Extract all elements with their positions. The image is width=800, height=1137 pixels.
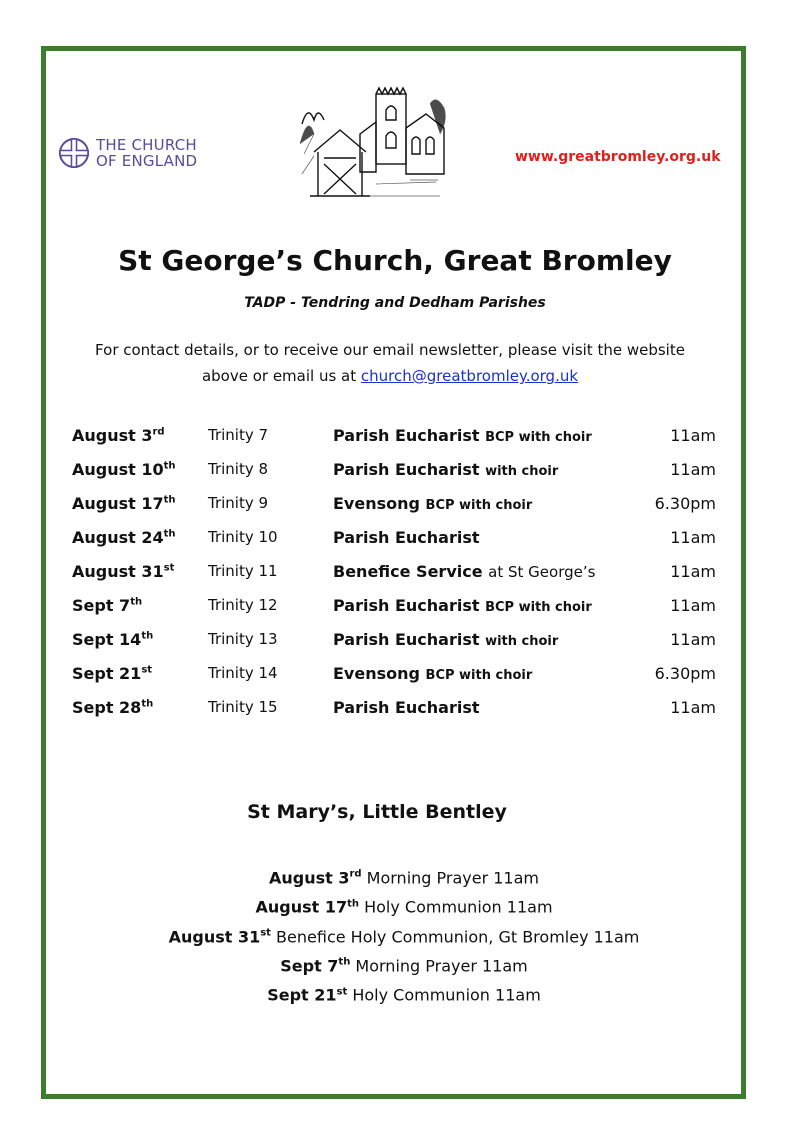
church-of-england-logo — [58, 137, 197, 169]
service-trinity: Trinity 10 — [208, 528, 278, 546]
service-time: 11am — [670, 630, 716, 649]
service-date: August 24th — [72, 528, 176, 547]
bentley-heading: St Mary’s, Little Bentley — [247, 801, 507, 823]
service-trinity: Trinity 12 — [208, 596, 278, 614]
logo-line-2: OF ENGLAND — [96, 152, 198, 170]
service-row — [72, 596, 722, 630]
service-date: Sept 28th — [72, 698, 154, 717]
list-item: Sept 7th Morning Prayer 11am — [280, 956, 528, 976]
service-time: 6.30pm — [654, 494, 716, 513]
service-row — [72, 460, 722, 494]
service-trinity: Trinity 14 — [208, 664, 278, 682]
service-trinity: Trinity 7 — [208, 426, 269, 444]
service-name: Parish Eucharist BCP with choir — [333, 596, 592, 615]
website-link[interactable]: www.greatbromley.org.uk — [515, 149, 721, 165]
service-trinity: Trinity 8 — [208, 460, 269, 478]
list-item: August 17th Holy Communion 11am — [255, 897, 553, 917]
church-illustration — [300, 84, 448, 208]
service-row — [72, 494, 722, 528]
service-row — [72, 698, 722, 732]
service-name: Parish Eucharist with choir — [333, 630, 559, 649]
list-item: August 31st Benefice Holy Communion, Gt Bromley 11am — [168, 926, 640, 946]
service-trinity: Trinity 15 — [208, 698, 278, 716]
service-time: 11am — [670, 460, 716, 479]
service-row — [72, 630, 722, 664]
service-name: Evensong BCP with choir — [333, 664, 533, 683]
service-row — [72, 562, 722, 596]
logo-line-1: THE CHURCH — [96, 136, 197, 154]
service-time: 11am — [670, 596, 716, 615]
bentley-service-list — [0, 862, 800, 1009]
list-item: August 3rd Morning Prayer 11am — [268, 868, 539, 888]
service-time: 11am — [670, 528, 716, 547]
service-date: August 31st — [72, 562, 175, 581]
service-row — [72, 426, 722, 460]
contact-line-1: For contact details, or to receive our email newsletter, please visit the website — [95, 341, 685, 359]
service-row — [72, 664, 722, 698]
service-date: August 10th — [72, 460, 176, 479]
service-date: Sept 21st — [72, 664, 153, 683]
service-name: Parish Eucharist with choir — [333, 460, 559, 479]
service-date: Sept 14th — [72, 630, 154, 649]
service-date: August 17th — [72, 494, 176, 513]
service-time: 11am — [670, 562, 716, 581]
service-trinity: Trinity 13 — [208, 630, 278, 648]
cross-icon — [58, 137, 90, 169]
contact-paragraph — [60, 337, 720, 389]
service-name: Parish Eucharist BCP with choir — [333, 426, 592, 445]
list-item: Sept 21st Holy Communion 11am — [267, 985, 541, 1005]
page-subtitle: TADP - Tendring and Dedham Parishes — [244, 295, 546, 311]
service-name: Parish Eucharist — [333, 698, 480, 717]
service-date: Sept 7th — [72, 596, 143, 615]
page-title: St George’s Church, Great Bromley — [118, 244, 672, 277]
email-link[interactable]: church@greatbromley.org.uk — [360, 367, 579, 385]
service-time: 6.30pm — [654, 664, 716, 683]
service-name: Parish Eucharist — [333, 528, 480, 547]
service-trinity: Trinity 11 — [208, 562, 278, 580]
service-name: Benefice Service at St George’s — [333, 562, 596, 581]
service-row — [72, 528, 722, 562]
contact-line-2: above or email us at — [201, 367, 361, 385]
service-date: August 3rd — [72, 426, 165, 445]
service-name: Evensong BCP with choir — [333, 494, 533, 513]
services-table — [72, 426, 722, 732]
service-time: 11am — [670, 426, 716, 445]
service-time: 11am — [670, 698, 716, 717]
service-trinity: Trinity 9 — [208, 494, 269, 512]
